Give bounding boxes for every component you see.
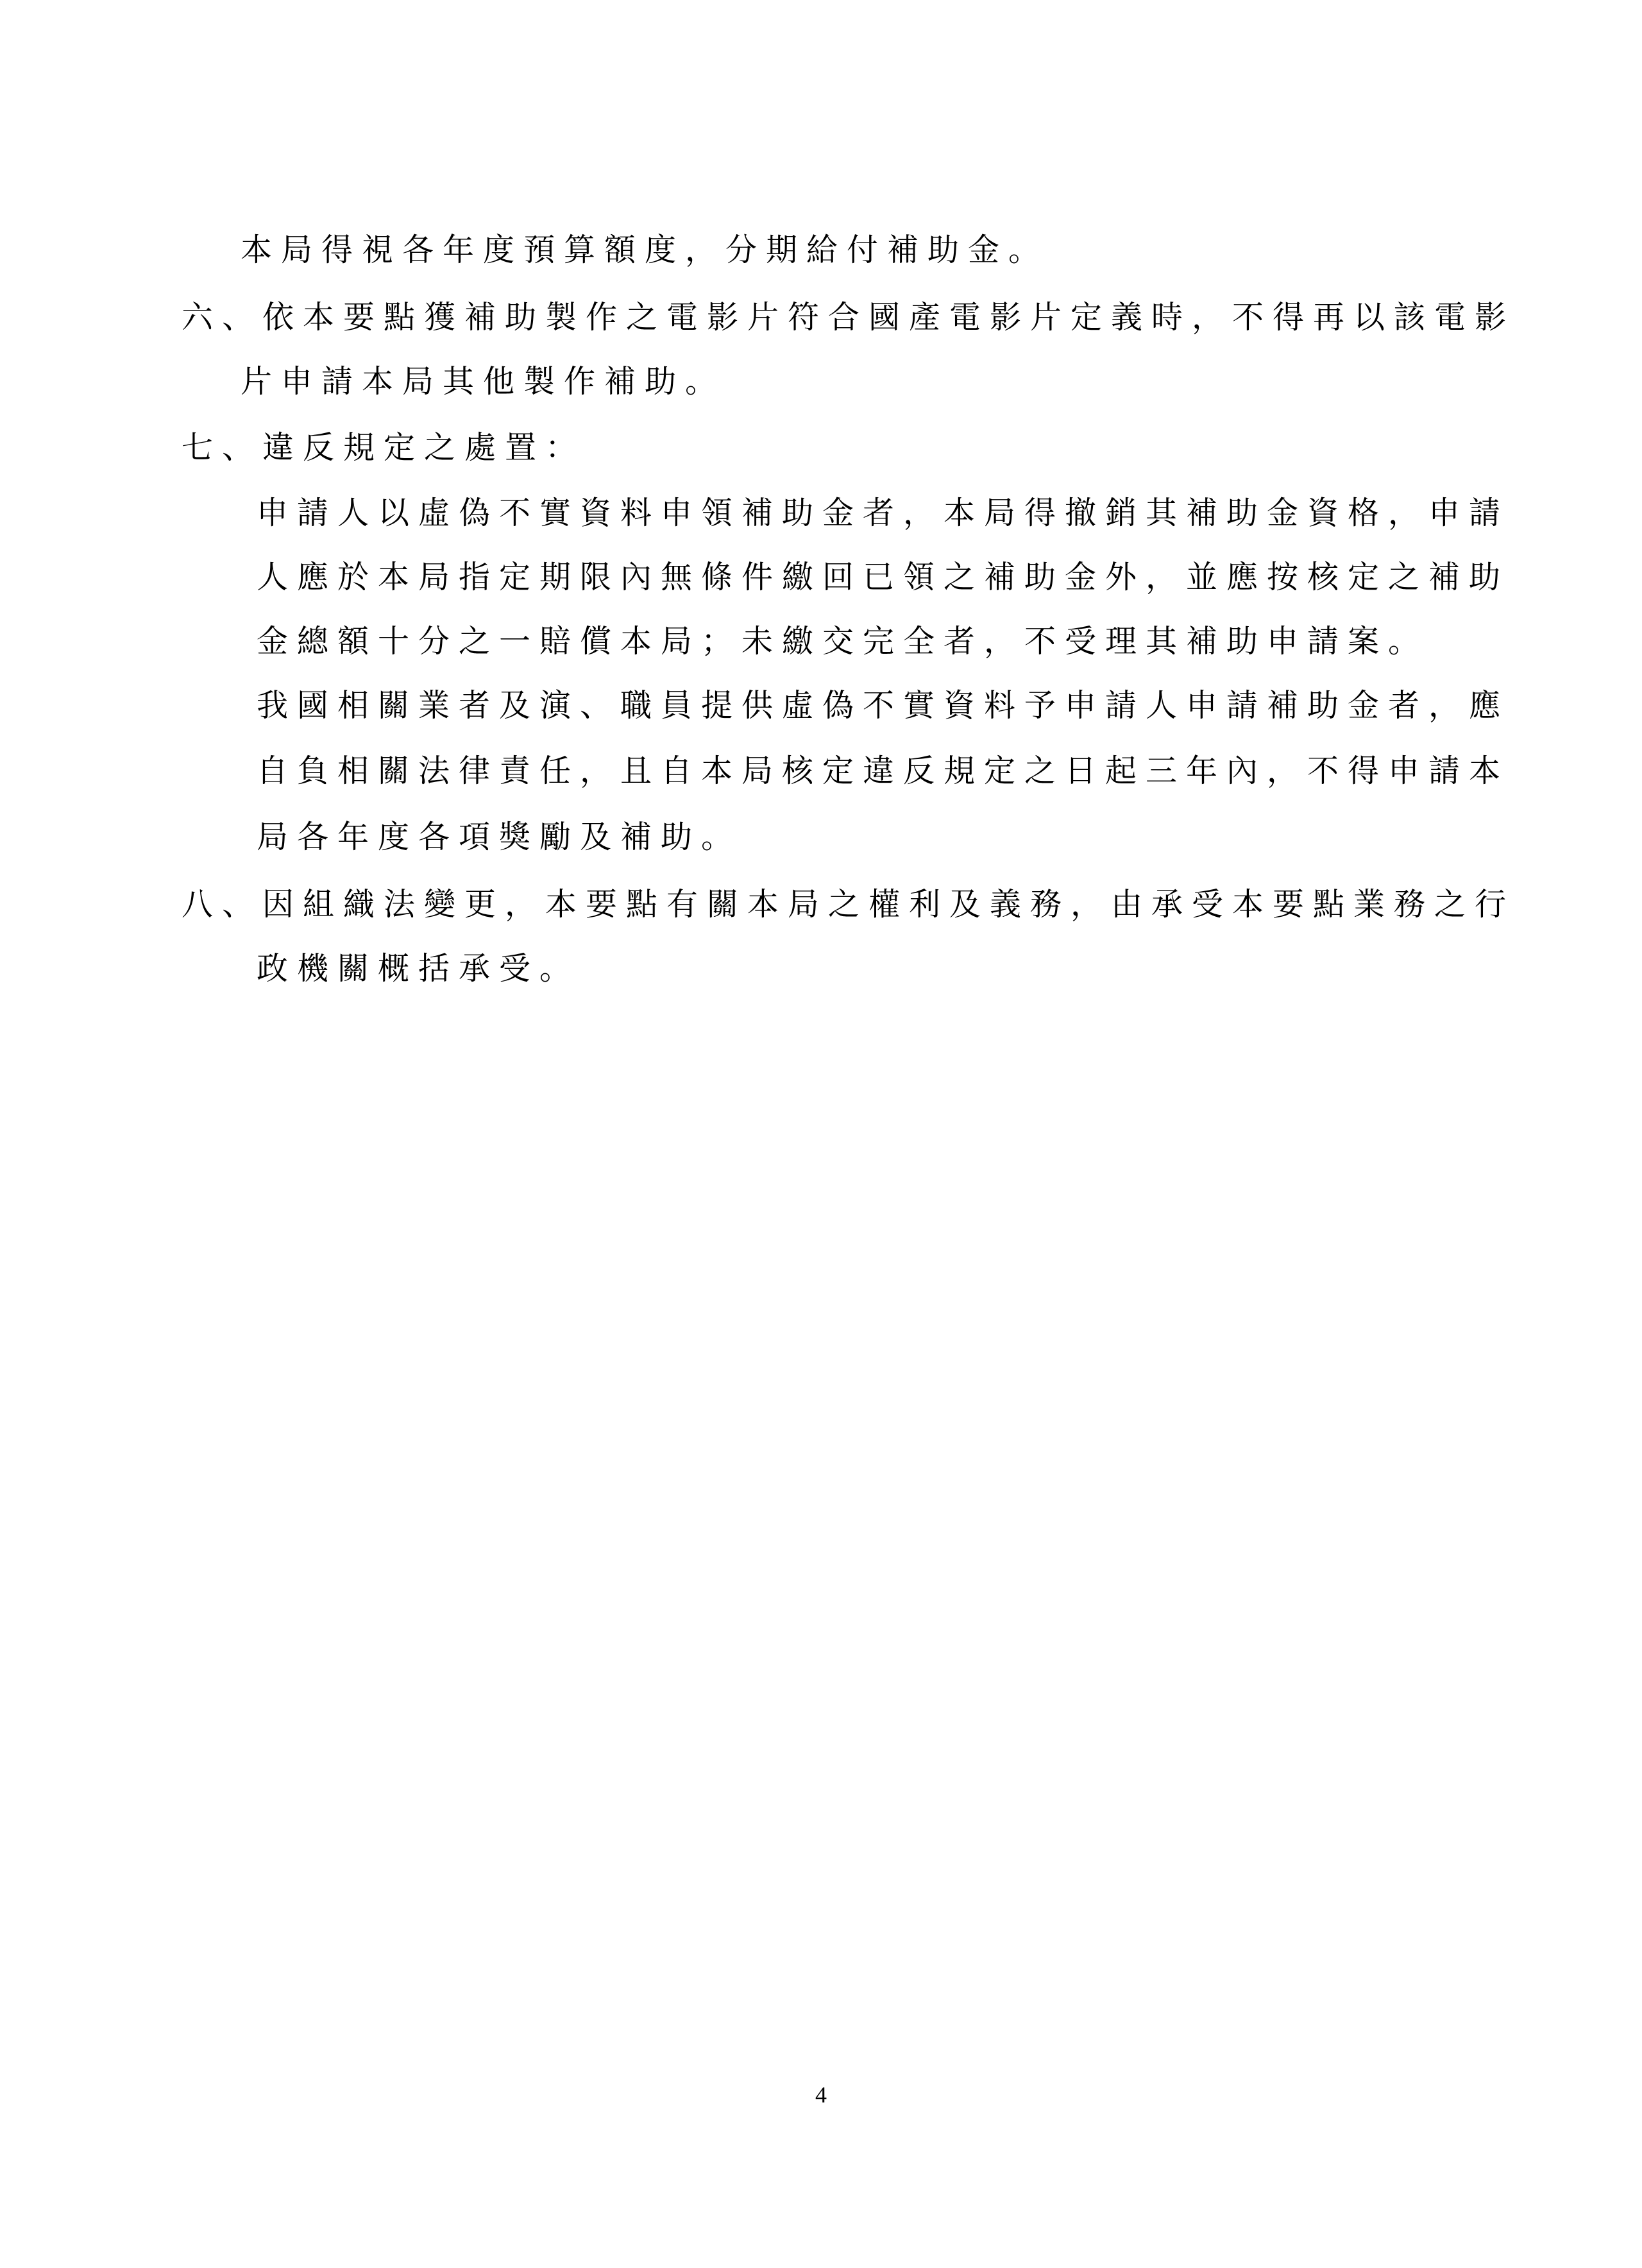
section-6-text-line-1: 依本要點獲補助製作之電影片符合國產電影片定義時，不得再以該電影 bbox=[262, 299, 1516, 336]
section-8-text-line-2: 政機關概括承受。 bbox=[257, 950, 580, 987]
section-7-paragraph-1-line-1: 申請人以虛偽不實資料申領補助金者，本局得撤銷其補助金資格，申請 bbox=[257, 495, 1510, 531]
section-8-text-line-1: 因組織法變更，本要點有關本局之權利及義務，由承受本要點業務之行 bbox=[262, 886, 1516, 923]
page-number: 4 bbox=[815, 2082, 827, 2108]
section-6-text-line-2: 片申請本局其他製作補助。 bbox=[241, 363, 726, 400]
section-7-heading bbox=[182, 429, 586, 467]
section-7-paragraph-1-line-2: 人應於本局指定期限內無條件繳回已領之補助金外，並應按核定之補助 bbox=[257, 559, 1510, 595]
section-8-number: 八、 bbox=[182, 886, 263, 923]
section-7-paragraph-2-line-3: 局各年度各項獎勵及補助。 bbox=[257, 819, 742, 855]
section-6-number: 六、 bbox=[182, 299, 263, 336]
section-6-line-1 bbox=[182, 298, 1515, 337]
section-7-paragraph-1-line-3: 金總額十分之一賠償本局；未繳交完全者，不受理其補助申請案。 bbox=[257, 623, 1429, 660]
section-7-paragraph-2-line-2: 自負相關法律責任，且自本局核定違反規定之日起三年內，不得申請本 bbox=[257, 753, 1510, 789]
continuation-line: 本局得視各年度預算額度，分期給付補助金。 bbox=[241, 232, 1049, 268]
section-8-line-1 bbox=[182, 885, 1515, 924]
section-7-title: 違反規定之處置： bbox=[262, 429, 586, 466]
section-7-number: 七、 bbox=[182, 429, 263, 466]
section-7-paragraph-2-line-1: 我國相關業者及演、職員提供虛偽不實資料予申請人申請補助金者，應 bbox=[257, 687, 1510, 724]
